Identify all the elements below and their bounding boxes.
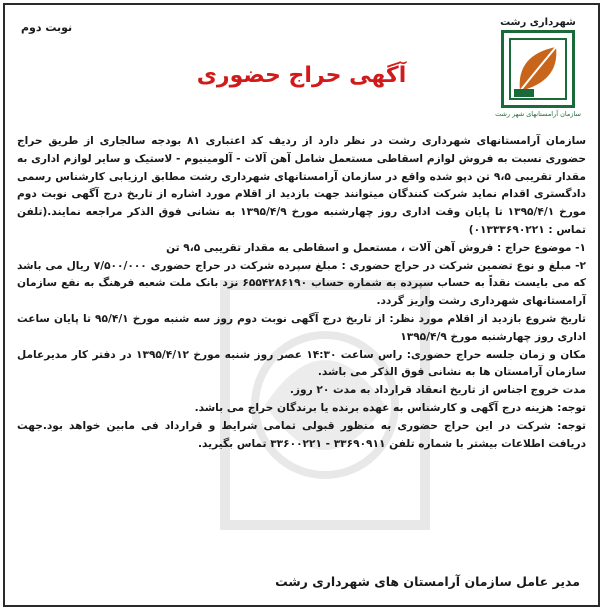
notice-frame: [3, 3, 600, 607]
signature-line: مدیر عامل سازمان آرامستان های شهرداری رشت: [275, 574, 580, 589]
contact-note-paragraph: توجه: شرکت در این حراج حضوری به منظور قبولی تمامی شرایط و قرارداد فی مابین خواهد بود.جهت دریافت اطلاعات بیشتر با شماره تلفن ۳۳۶۹۰۹۱۱ - ۳۳۶۰۰۲۲۱ تماس بگیرید.: [17, 419, 586, 450]
removal-period-line: مدت خروج اجناس از تاریخ انعقاد قرارداد به مدت ۲۰ روز.: [289, 384, 586, 397]
notice-body: [17, 133, 586, 453]
fee-note-line: توجه: هزینه درج آگهی و کارشناس به عهده برنده یا برندگان حراج می باشد.: [194, 401, 586, 414]
subject-line: ۱- موضوع حراج : فروش آهن آلات ، مستعمل و اسقاطی به مقدار تقریبی ۹،۵ تن: [166, 241, 586, 254]
logo-emblem: [501, 30, 575, 108]
auction-place-paragraph: مکان و زمان جلسه حراج حضوری: راس ساعت ۱۴:۳۰ عصر روز شنبه مورخ ۱۳۹۵/۴/۱۲ در دفتر کار مدیرعامل سازمان آرامستان ها به نشانی فوق الذکر می باشد.: [17, 348, 586, 379]
municipality-logo: [490, 17, 586, 125]
leaf-icon: [504, 33, 572, 105]
logo-subtitle: سازمان آرامستانهای شهر رشت: [495, 110, 581, 118]
visit-date-paragraph: تاریخ شروع بازدید از اقلام مورد نظر: از تاریخ درج آگهی نوبت دوم روز سه شنبه مورخ ۹۵/۴/۱ تا پایان ساعت اداری روز چهارشنبه مورخ ۱۳۹۵/۴/۹: [17, 312, 587, 343]
turn-label: نوبت دوم: [21, 21, 73, 34]
deposit-paragraph: ۲- مبلغ و نوع تضمین شرکت در حراج حضوری : مبلغ سپرده شرکت در حراج حضوری ۷/۵۰۰/۰۰۰ ریال می باشد که می بایست نقداً به حساب سپرده به شماره حساب ۶۵۵۴۲۸۶۱۹۰ نزد بانک ملت شعبه فرهنگ به نفع سازمان آرامستانهای شهرداری رشت واریز گردد.: [17, 259, 586, 308]
logo-title: شهرداری رشت: [500, 17, 576, 28]
notice-title: آگهی حراج حضوری: [196, 63, 407, 88]
intro-paragraph: سازمان آرامستانهای شهرداری رشت در نظر دارد از ردیف کد اعتباری ۸۱ بودجه سالجاری از طریق حراج حضوری نسبت به فروش لوازم اسقاطی مستعمل شامل آهن آلات - آلومینیوم - لاستیک و سایر لوازم اداری به مقدار تقریبی ۹،۵ تن دپو شده واقع در سازمان آرامستانهای شهرداری رشت مطابق ارزیابی کارشناس رسمی دادگستری اقدام نماید شرکت کنندگان میتوانند جهت بازدید از اقلام مورد اشاره از تاریخ درج آگهی نوبت دوم مورخ ۱۳۹۵/۴/۱ تا پایان وقت اداری روز چهارشنبه مورخ ۱۳۹۵/۴/۹ به نشانی فوق الذکر مراجعه نمایند.(تلفن تماس : ۰۱۳۳۳۶۹۰۲۲۱): [17, 135, 586, 236]
